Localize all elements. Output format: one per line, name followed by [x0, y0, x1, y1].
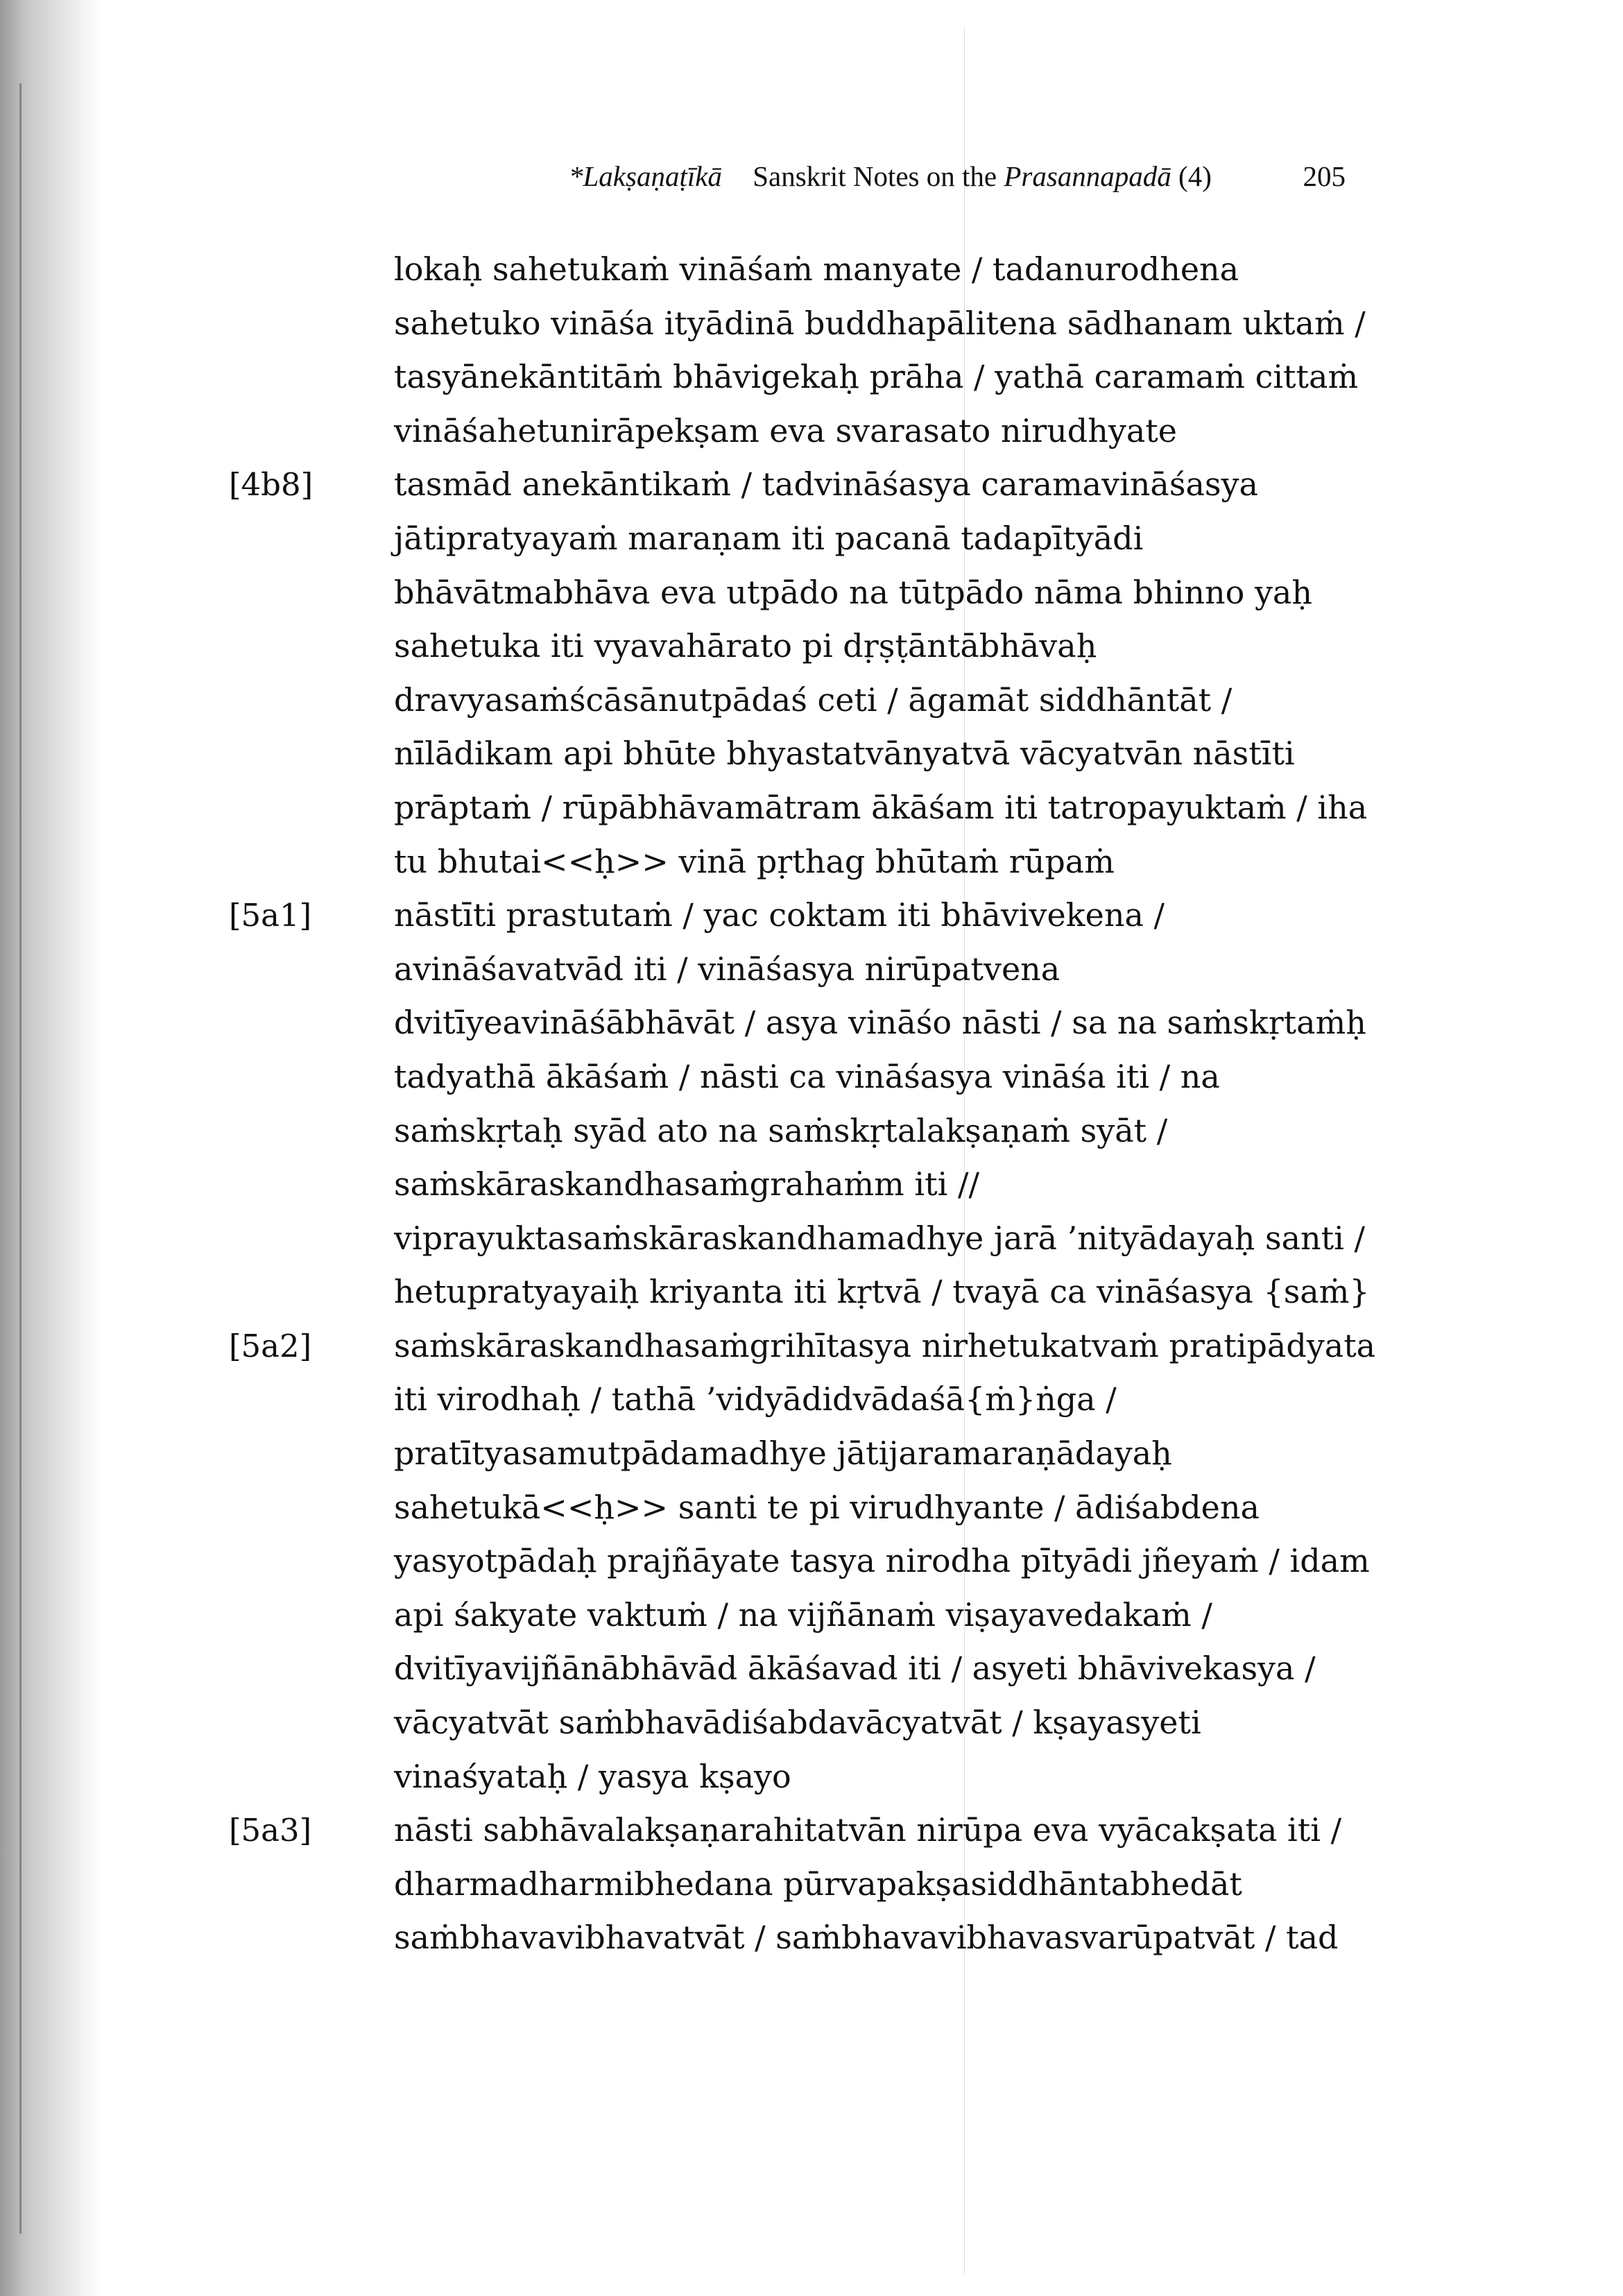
text-line: [229, 1373, 1408, 1427]
folio-reference: [5a2]: [229, 1327, 312, 1364]
text-line: [229, 243, 1408, 297]
line-text: dvitīyavijñānābhāvād ākāśavad iti / asyeti bhāvivekasya /: [394, 1650, 1316, 1688]
line-text: jātipratyayaṁ maraṇam iti pacanā tadapītyādi: [394, 519, 1144, 557]
line-text: tadyathā ākāśaṁ / nāsti ca vināśasya vināśa iti / na: [394, 1057, 1220, 1095]
line-text: sahetukā<<ḥ>> santi te pi virudhyante / ādiśabdena: [394, 1488, 1260, 1526]
text-line: [229, 1534, 1408, 1588]
text-line: [229, 1911, 1408, 1965]
line-text: vācyatvāt saṁbhavādiśabdavācyatvāt / kṣayasyeti: [394, 1704, 1201, 1742]
header-title: *Lakṣaṇaṭīkā: [569, 160, 722, 192]
text-line: [229, 889, 1408, 943]
line-text: api śakyate vaktuṁ / na vijñānaṁ viṣayavedakaṁ /: [394, 1595, 1212, 1634]
line-text: dharmadharmibhedana pūrvapakṣasiddhāntabhedāt: [394, 1865, 1242, 1903]
text-line: [229, 404, 1408, 459]
folio-reference: [4b8]: [229, 466, 314, 504]
line-text: bhāvātmabhāva eva utpādo na tūtpādo nāma bhinno yaḥ: [394, 573, 1312, 611]
header-subtitle-work: Prasannapadā: [1004, 160, 1171, 192]
line-text: tu bhutai<<ḥ>> vinā pṛthag bhūtaṁ rūpaṁ: [394, 842, 1115, 880]
text-line: [229, 297, 1408, 351]
text-line: [229, 619, 1408, 674]
text-line: [229, 512, 1408, 566]
running-header: [569, 160, 1346, 201]
page-number: 205: [1303, 160, 1346, 192]
page-binding-shadow: [0, 0, 104, 2296]
header-subtitle: [753, 160, 1212, 192]
header-subtitle-suffix: (4): [1178, 160, 1212, 192]
text-line: [229, 1319, 1408, 1373]
line-text: dravyasaṁścāsānutpādaś ceti / āgamāt siddhāntāt /: [394, 680, 1233, 719]
line-text: saṁskāraskandhasaṁgrihītasya nirhetukatvaṁ pratipādyata: [394, 1326, 1376, 1364]
line-text: sahetuko vināśa ityādinā buddhapālitena sādhanam uktaṁ /: [394, 304, 1366, 342]
text-line: [229, 943, 1408, 997]
line-text: nīlādikam api bhūte bhyastatvānyatvā vācyatvān nāstīti: [394, 735, 1295, 773]
line-text: viprayuktasaṁskāraskandhamadhye jarā ’nityādayaḥ santi /: [394, 1219, 1365, 1257]
text-line: [229, 350, 1408, 404]
line-text: pratītyasamutpādamadhye jātijaramaraṇādayaḥ: [394, 1434, 1172, 1473]
text-line: [229, 1481, 1408, 1535]
text-line: [229, 1158, 1408, 1212]
line-text: saṁskāraskandhasaṁgrahaṁm iti //: [394, 1165, 979, 1203]
text-line: [229, 1427, 1408, 1481]
text-line: [229, 1804, 1408, 1858]
line-text: vināśahetunirāpekṣam eva svarasato nirudhyate: [394, 411, 1177, 449]
text-body: [229, 243, 1408, 1965]
line-text: hetupratyayaiḥ kriyanta iti kṛtvā / tvayā ca vināśasya {saṁ}: [394, 1273, 1370, 1311]
text-line: [229, 1050, 1408, 1104]
line-text: dvitīyeavināśābhāvāt / asya vināśo nāsti / sa na saṁskṛtaṁḥ: [394, 1004, 1366, 1042]
text-line: [229, 781, 1408, 835]
line-text: lokaḥ sahetukaṁ vināśaṁ manyate / tadanurodhena: [394, 250, 1239, 288]
text-line: [229, 1212, 1408, 1266]
text-line: [229, 1265, 1408, 1319]
line-text: nāstīti prastutaṁ / yac coktam iti bhāvivekena /: [394, 896, 1165, 934]
line-text: avināśavatvād iti / vināśasya nirūpatvena: [394, 950, 1060, 988]
folio-reference: [5a1]: [229, 897, 312, 934]
text-line: [229, 1104, 1408, 1158]
line-text: prāptaṁ / rūpābhāvamātram ākāśam iti tatropayuktaṁ / iha: [394, 788, 1368, 826]
text-line: [229, 835, 1408, 889]
line-text: tasmād anekāntikaṁ / tadvināśasya caramavināśasya: [394, 465, 1258, 504]
text-line: [229, 1696, 1408, 1750]
line-text: vinaśyataḥ / yasya kṣayo: [394, 1757, 791, 1795]
text-line: [229, 1750, 1408, 1804]
header-subtitle-prefix: Sanskrit Notes on the: [753, 160, 997, 192]
text-line: [229, 1858, 1408, 1912]
binding-edge-line: [19, 83, 22, 2234]
text-line: [229, 674, 1408, 728]
text-line: [229, 566, 1408, 620]
line-text: iti virodhaḥ / tathā ’vidyādidvādaśā{ṁ}ṅga /: [394, 1380, 1117, 1419]
line-text: sahetuka iti vyavahārato pi dṛṣṭāntābhāvaḥ: [394, 627, 1097, 665]
line-text: yasyotpādaḥ prajñāyate tasya nirodha pītyādi jñeyaṁ / idam: [394, 1542, 1370, 1580]
text-line: [229, 458, 1408, 512]
line-text: saṁskṛtaḥ syād ato na saṁskṛtalakṣaṇaṁ syāt /: [394, 1111, 1168, 1149]
line-text: tasyānekāntitāṁ bhāvigekaḥ prāha / yathā caramaṁ cittaṁ: [394, 358, 1359, 396]
text-line: [229, 1588, 1408, 1643]
line-text: saṁbhavavibhavatvāt / saṁbhavavibhavasvarūpatvāt / tad: [394, 1919, 1339, 1957]
text-line: [229, 1642, 1408, 1696]
text-line: [229, 727, 1408, 781]
text-line: [229, 996, 1408, 1050]
folio-reference: [5a3]: [229, 1812, 312, 1849]
line-text: nāsti sabhāvalakṣaṇarahitatvān nirūpa eva vyācakṣata iti /: [394, 1811, 1342, 1849]
